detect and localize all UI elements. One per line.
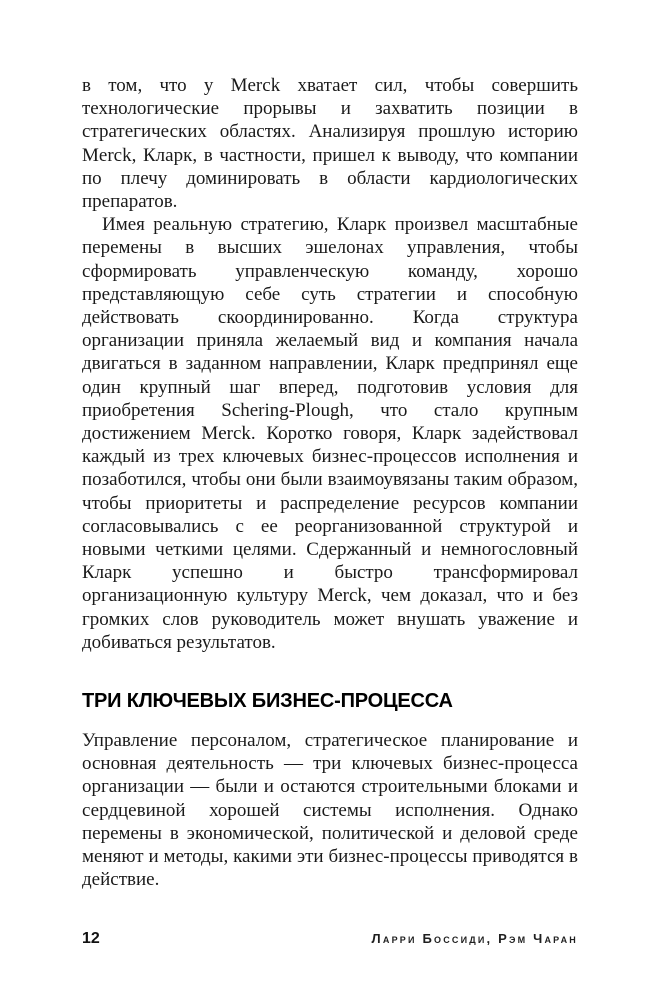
page-content	[82, 74, 578, 892]
running-title-authors: Ларри Боссиди, Рэм Чаран	[371, 931, 578, 946]
paragraph: Имея реальную стратегию, Кларк произвел масштабные перемены в высших эшелонах управления, чтобы сформировать управленческую команду, хорошо представляющую себе суть стратегии и способную действовать скоординированно. Когда структура организации приняла желаемый вид и компания начала двигаться в заданном направлении, Кларк предпринял еще один крупный шаг вперед, подготовив условия для приобретения Schering-Plough, что стало крупным достижением Merck. Коротко говоря, Кларк задействовал каждый из трех ключевых бизнес-процессов исполнения и позаботился, чтобы они были взаимоувязаны таким образом, чтобы приоритеты и распределение ресурсов компании согласовывались с ее реорганизованной структурой и новыми четкими целями. Сдержанный и немногословный Кларк успешно и быстро трансформировал организационную культуру Merck, чем доказал, что и без громких слов руководитель может внушать уважение и добиваться результатов.	[82, 214, 578, 653]
paragraph: Управление персоналом, стратегическое планирование и основная деятельность — три ключевых бизнес-процесса организации — были и остаются строительными блоками и сердцевиной хорошей системы исполнения. Однако перемены в экономической, политической и деловой среде меняют и методы, какими эти бизнес-процессы приводятся в действие.	[82, 730, 578, 891]
page-footer	[82, 930, 578, 948]
section-heading: ТРИ КЛЮЧЕВЫХ БИЗНЕС-ПРОЦЕССА	[82, 690, 453, 713]
page-number: 12	[82, 930, 100, 947]
paragraph-continuation: в том, что у Merck хватает сил, чтобы совершить технологические прорывы и захватить позиции в стратегических областях. Анализируя прошлую историю Merck, Кларк, в частности, пришел к выводу, что компании по плечу доминировать в области кардиологических препаратов.	[82, 75, 578, 213]
